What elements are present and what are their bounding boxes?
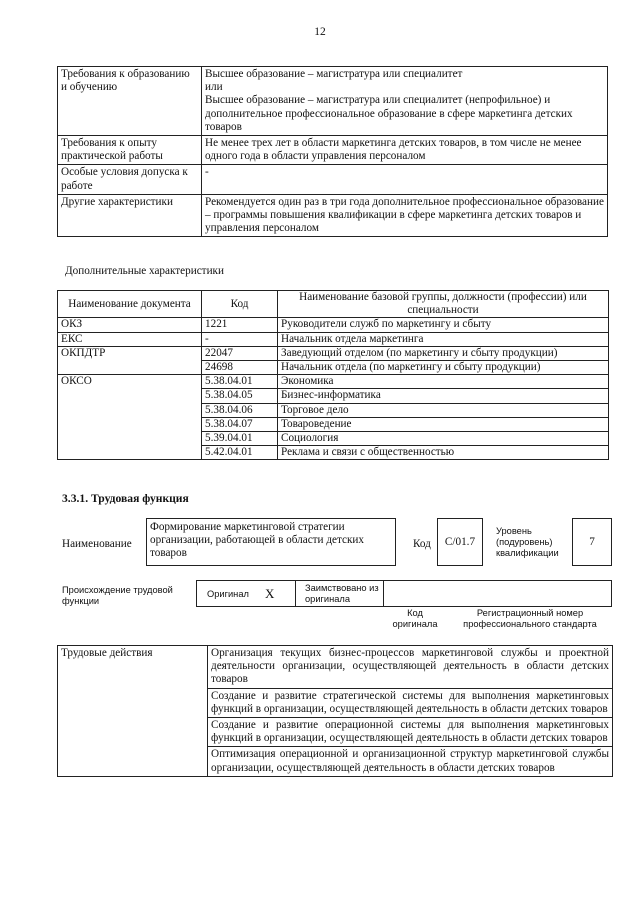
requirement-line: или [205, 81, 223, 94]
name-cell: Торговое дело [278, 403, 609, 417]
level-value: 7 [589, 536, 595, 548]
code-cell: 5.38.04.07 [202, 417, 278, 431]
code-cell: 24698 [202, 361, 278, 375]
code-box [437, 518, 483, 566]
origin-divider [383, 581, 384, 606]
function-name-value: Формирование маркетинговой стратегии организации, работающей в области детских товаров [150, 521, 365, 560]
origin-box [196, 580, 612, 607]
level-box [572, 518, 612, 566]
table-row [58, 332, 609, 346]
requirement-line: Высшее образование – магистратура или специалитет (непрофильное) и дополнительное профессиональное образование в сфере маркетинга детских товаров [205, 94, 573, 133]
code-cell: 5.38.04.01 [202, 375, 278, 389]
name-cell: Реклама и связи с общественностью [278, 446, 609, 460]
requirements-table [57, 66, 608, 237]
original-mark: X [265, 586, 275, 601]
table-row [58, 646, 613, 689]
requirement-line: Не менее трех лет в области маркетинга детских товаров, в том числе не менее одного года в области управления персоналом [205, 137, 582, 163]
requirement-line: Высшее образование – магистратура или специалитет [205, 68, 463, 80]
header-code: Код [202, 291, 278, 318]
labor-actions-label: Трудовые действия [58, 646, 208, 777]
table-header-row [58, 291, 609, 318]
origin-label: Происхождение трудовой функции [62, 585, 173, 606]
name-cell: Экономика [278, 375, 609, 389]
requirement-row [58, 165, 608, 194]
requirement-label: Другие характеристики [58, 194, 202, 237]
code-cell: 1221 [202, 318, 278, 332]
name-cell: Бизнес-информатика [278, 389, 609, 403]
function-name-box [146, 518, 396, 566]
table-row [58, 318, 609, 332]
requirement-value [202, 194, 608, 237]
requirement-line: - [205, 166, 209, 179]
name-cell: Товароведение [278, 417, 609, 431]
requirement-row [58, 67, 608, 136]
header-name: Наименование базовой группы, должности (профессии) или специальности [278, 291, 609, 318]
table-row [58, 375, 609, 389]
labor-actions-table [57, 645, 613, 777]
code-cell: - [202, 332, 278, 346]
page-number: 12 [314, 26, 326, 38]
requirement-value [202, 165, 608, 194]
name-cell: Руководители служб по маркетингу и сбыту [278, 318, 609, 332]
section-title: 3.3.1. Трудовая функция [62, 492, 189, 505]
doc-cell: ОКСО [58, 375, 202, 460]
borrowed-label: Заимствовано из оригинала [305, 583, 379, 604]
labor-action-item: Создание и развитие операционной системы для выполнения маркетинговых функций в организации, осуществляющей деятельность в области детских товаров [208, 718, 613, 747]
code-label: Код [413, 538, 431, 550]
name-cell: Начальник отдела (по маркетингу и сбыту продукции) [278, 361, 609, 375]
original-label: Оригинал [207, 589, 249, 599]
origin-divider [295, 581, 296, 606]
labor-action-item: Оптимизация операционной и организационной структур маркетинговой службы организации, осуществляющей деятельность в области детских товаров [208, 747, 613, 776]
requirement-label: Требования к образованию и обучению [58, 67, 202, 136]
doc-cell: ЕКС [58, 332, 202, 346]
requirement-row [58, 136, 608, 165]
code-cell: 5.38.04.06 [202, 403, 278, 417]
header-doc: Наименование документа [58, 291, 202, 318]
function-name-label: Наименование [62, 538, 132, 550]
table-row [58, 346, 609, 360]
code-cell: 22047 [202, 346, 278, 360]
additional-table [57, 290, 609, 460]
requirement-label: Особые условия допуска к работе [58, 165, 202, 194]
name-cell: Заведующий отделом (по маркетингу и сбыту продукции) [278, 346, 609, 360]
name-cell: Социология [278, 432, 609, 446]
level-label: Уровень (подуровень) квалификации [496, 526, 559, 558]
reg-number-caption: Регистрационный номер профессионального стандарта [463, 608, 597, 629]
code-value: C/01.7 [444, 536, 476, 548]
code-cell: 5.39.04.01 [202, 432, 278, 446]
name-cell: Начальник отдела маркетинга [278, 332, 609, 346]
requirement-value [202, 136, 608, 165]
code-cell: 5.38.04.05 [202, 389, 278, 403]
requirement-line: Рекомендуется один раз в три года дополнительное профессиональное образование – программы повышения квалификации в сфере маркетинга детских товаров и управления персоналом [205, 195, 604, 235]
code-cell: 5.42.04.01 [202, 446, 278, 460]
labor-action-item: Организация текущих бизнес-процессов маркетинговой службы и проектной деятельности организации, осуществляющей деятельность в области детских товаров [208, 646, 613, 689]
requirement-label: Требования к опыту практической работы [58, 136, 202, 165]
requirement-row [58, 194, 608, 237]
doc-cell: ОКПДТР [58, 346, 202, 374]
doc-cell: ОКЗ [58, 318, 202, 332]
requirement-value [202, 67, 608, 136]
labor-action-item: Создание и развитие стратегической системы для выполнения маркетинговых функций в организации, осуществляющей деятельность в области детских товаров [208, 688, 613, 717]
code-original-caption: Код оригинала [392, 608, 438, 629]
additional-title: Дополнительные характеристики [65, 265, 224, 277]
